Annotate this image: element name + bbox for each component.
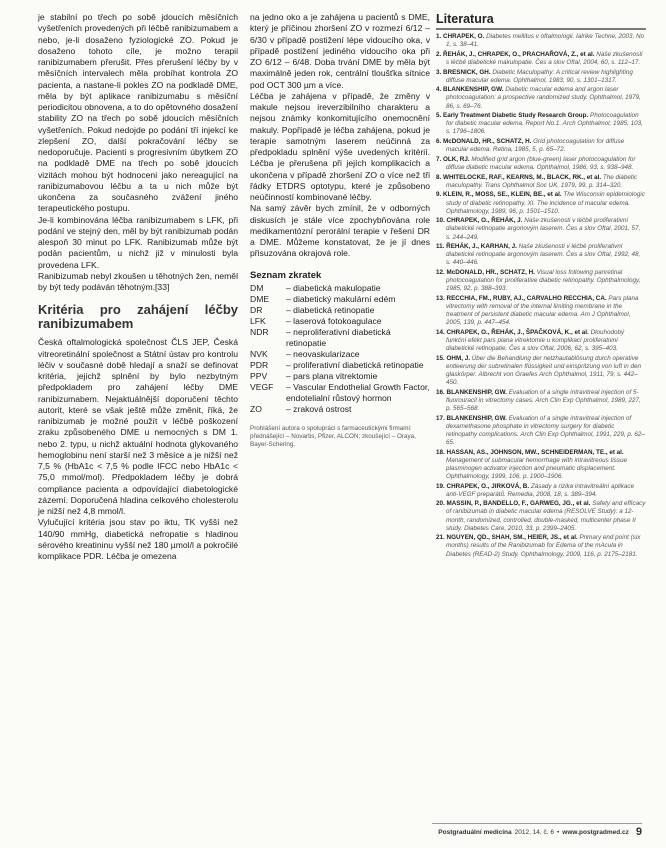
reference-number: 9. <box>436 191 442 199</box>
reference-authors: OLK, RJ. <box>443 155 470 163</box>
reference-number: 5. <box>436 112 442 120</box>
reference-item <box>436 51 646 67</box>
reference-authors: MASSIN, P., BANDELLO, F., GARWEG, JG., et al. <box>446 500 591 508</box>
reference-number: 15. <box>436 354 445 362</box>
reference-item <box>436 355 646 387</box>
reference-number: 20. <box>436 500 445 508</box>
reference-authors: HASSAN, AS., JOHNSON, MW., SCHNEIDERMAN, TE., et al. <box>446 448 624 456</box>
abbreviation-row <box>250 404 430 415</box>
abbreviation-row <box>250 316 430 327</box>
reference-list <box>436 33 646 559</box>
abbreviation-key: ZO <box>250 403 262 414</box>
reference-number: 3. <box>436 68 442 76</box>
reference-number: 21. <box>436 534 445 542</box>
abbreviation-definition: – laserová fotokoagulace <box>286 315 382 326</box>
abbreviation-key: PPV <box>250 370 268 381</box>
reference-title: Pars plana vitrectomy with removal of the internal limiting membrane in the treatment of persistent diabetic macular edema. Am J Ophthalmol, 2005, 139, p. 447–454. <box>446 294 639 327</box>
abbreviation-row <box>250 371 430 382</box>
abbreviations-heading: Seznam zkratek <box>250 269 322 281</box>
reference-authors: CHRAPEK, O., ŘEHÁK, J., ŠPAČKOVÁ, K., et al. <box>446 328 589 336</box>
paragraph: Léčba je zahájena v případě, že změny v makule nejsou ireverzibilního charakteru a nejsou známky konkomitujícího onemocnění makuly. Popřípadě je léčba zahájena, pokud je terapie samotným laserem neúčinná za předpokladu splnění výše uvedených kritérií. Léčba je přerušena při jejích komplikacích a ukončena v případě zhoršení ZO o více než tři řádky ETDRS optotypu, které je způsobeno neúčinností kombinované léčby. <box>250 90 430 202</box>
paragraph: na jedno oko a je zahájena u pacientů s DME, který je příčinou zhoršení ZO v rozmezí 6/12 – 6/30 v případě postižení lépe vidoucího oka, v případě postižení jediného vidoucího oka při ZO 6/12 – 6/48. Doba trvání DME by měla být maximálně jeden rok, centrální tloušťka sítnice pod OCT 300 µm a více. <box>250 12 430 90</box>
reference-title: Visual loss following panretinal photocoagulation for proliferative diabetic retinopathy. Ophthalmology, 1985, 92, p. 388–393. <box>446 269 641 293</box>
reference-number: 14. <box>436 328 445 336</box>
reference-number: 4. <box>436 86 442 94</box>
reference-title: Photocoagulation for diabetic macular edema. Report No.1. Arch Ophthalmol, 1985, 103, s. 1796–1806. <box>446 112 643 136</box>
reference-title: Safety and efficacy of ranibizumab in diabetic macular edema (RESOLVE Study): a 12-month, randomized, controlled, double-masked, multicenter phase II study. Diabetes Care, 2010, 33, p. 2399–2405. <box>446 500 646 532</box>
reference-authors: Early Treatment Diabetic Study Research Group. <box>443 112 589 120</box>
reference-number: 16. <box>436 388 445 396</box>
reference-authors: CHRAPEK, O., JIRKOVÁ, B. <box>446 482 530 490</box>
section-heading: Kritéria pro zahájení léčby ranibizumabem <box>38 302 238 332</box>
reference-title: The diabetic maculopathy. Trans Ophthalmol Soc UK, 1979, 99, p. 314–320. <box>446 173 638 189</box>
criteria-text <box>38 337 238 562</box>
abbreviation-definition: – diabetický makulární edém <box>286 293 396 304</box>
reference-number: 7. <box>436 155 442 163</box>
paragraph: je stabilní po třech po sobě jdoucích měsíčních vyšetřeních provedených při léčbě ranibizumabem a nebo, je-li dosaženo fyziologické ZO. Pokud je dosaženo tohoto cíle, je možno terapii ranibizumabem přerušit. Přes přerušení léčby by v měsíčních intervalech měla probíhat kontrola ZO pacienta, a nastane-li pokles ZO na podkladě DME, měla by být aplikace ranibizumabu s měsíční periodicitou obnovena, a to do opětovného dosažení stability ZO na třech po sobě jdoucích měsíčních vyšetřeních. Pokud nedojde po podání tří injekcí ke zlepšení ZO, další pokračování léčby se nedoporučuje. Pacienti s progresivním úbytkem ZO na podkladě DME na třech po sobě jdoucích vizitách mohou být hodnoceni jako nereagující na ranibizumabovou léčbu a ta u nich může být ukončena za současného zvážení jiného terapeutického postupu. <box>38 12 238 214</box>
paragraph: Ranibizumab nebyl zkoušen u těhotných žen, neměl by být tedy podáván těhotným.[33] <box>38 270 238 292</box>
separator: • <box>557 828 560 836</box>
col2-text <box>250 12 430 260</box>
abbreviation-key: NVK <box>250 348 268 359</box>
paragraph: Česká oftalmologická společnost ČLS JEP, Česká vitreoretinální společnost a Státní ústav pro kontrolu léčiv v současné době hledají a snaží se definovat kritéria, jejichž splnění by bylo nezbytným předpokladem pro zahájení léčby DME ranibizumabem. Nejaktuálnější doporučení těchto autorit, které se však ještě může změnit, říká, že ranibizumab je možné použít v léčbě poškození zraku způsobeného DME u nemocných s DM 1. nebo 2. typu, u nichž aktuální hodnota glykovaného hemoglobinu není starší než 3 měsíce a je nižší než 7,5 % (HbA1c < 7,5 % podle IFCC nebo HbA1c < 75,0 mmol/mol). Předpokladem léčby je dobrá compliance pacienta a odpovídající diabetologické zázemí. Doporučená hladina celkového cholesterolu je nižší než 4,8 mmol/l. <box>38 337 238 516</box>
abbreviation-row <box>250 283 430 294</box>
reference-title: Evaluation of a single intravitreal injection of dexamethasone phosphate in vitrectomy surgery for diabetic retinopathy complications. Arch Clin Exp Ophthalmol, 1991, 229, p. 62–65. <box>446 414 645 446</box>
abbreviation-definition: – diabetická makulopatie <box>286 282 381 293</box>
reference-authors: BLANKENSHIP, GW. <box>443 86 504 94</box>
reference-title: Modified grid argon (blue-green) laser photocoagulation for diffuse diabetic macular edema. Ophthalmol, 1986, 93, s. 938–948. <box>446 155 636 171</box>
journal-name: Postgraduální medicína <box>438 828 512 836</box>
reference-item <box>436 415 646 447</box>
abbreviation-row <box>250 327 430 349</box>
reference-title: Primary end point (six months) results of the Ranibizumab for Edema of the mAcula in Diabetes (READ-2) Study. Ophthalmology, 2009, 116, p. 2175–2181. <box>446 534 641 558</box>
abbreviation-row <box>250 382 430 404</box>
reference-title: Management of submacular hemorrhage with intravitreous tissue plasminogen activator injection and pneumatic displacement. Ophthalmology, 1999, 106, p. 1900–1906. <box>446 456 627 480</box>
reference-authors: BRESNICK, GH. <box>443 68 491 76</box>
reference-item <box>436 33 646 49</box>
abbreviation-definition: – diabetická retinopatie <box>286 304 375 315</box>
reference-authors: NGUYEN, QD., SHAH, SM., HEIER, JS., et al. <box>446 534 578 542</box>
reference-number: 8. <box>436 173 442 181</box>
reference-authors: OHM, J. <box>446 354 470 362</box>
reference-authors: ŘEHÁK, J., CHRAPEK, O., PRACHAŘOVÁ, Z., et al. <box>443 50 595 58</box>
reference-number: 10. <box>436 217 445 225</box>
column-middle <box>250 12 430 449</box>
literature-heading: Literatura <box>436 12 646 30</box>
page-footer <box>438 826 642 838</box>
abbreviation-key: PDR <box>250 359 269 370</box>
reference-authors: ŘEHÁK, J., KARHAN, J. <box>446 243 517 251</box>
reference-number: 13. <box>436 294 445 302</box>
abbreviation-definition: – pars plana vitrektomie <box>286 370 378 381</box>
reference-item <box>436 295 646 327</box>
reference-item <box>436 86 646 110</box>
reference-item <box>436 449 646 481</box>
reference-item <box>436 500 646 532</box>
reference-authors: RECCHIA, FM., RUBY, AJ., CARVALHO RECCHIA, CA. <box>446 294 607 302</box>
paragraph: Vylučující kritéria jsou stav po iktu, TK vyšší než 140/90 mmHg, diabetická nefropatie s hladinou sérového kreatininu vyšší než 180 µmol/l a pokročilé komplikace PDR. Léčba je omezena <box>38 517 238 561</box>
reference-title: The Wisconsin epidemiologic study of diabetic retinopathy. XI. The incidence of macular edema. Ophthalmology, 1989, 96, p. 1501–1510. <box>446 191 645 215</box>
reference-number: 6. <box>436 138 442 146</box>
reference-item <box>436 483 646 499</box>
abbreviation-definition: – Vascular Endothelial Growth Factor, endotelialní růstový hormon <box>286 381 430 403</box>
column-left <box>38 12 238 562</box>
reference-item <box>436 389 646 413</box>
reference-item <box>436 174 646 190</box>
abbreviation-key: DME <box>250 293 270 304</box>
footer-rule <box>432 823 642 824</box>
paragraph: Na samý závěr bych zmínil, že v odborných diskusích je stále více zpochybňována role medikamentózní perorální terapie v řešení DR a DME. Můžeme konstatovat, že je jí dnes přisuzována okrajová role. <box>250 203 430 259</box>
paragraph: Je-li kombinována léčba ranibizumabem s LFK, při podání ve stejný den, měl by být ranibizumab podán alespoň 30 minut po LFK. Ranibizumab může být podán pacientům, u nichž již v minulosti byla provedena LFK. <box>38 214 238 270</box>
reference-authors: CHRAPEK, O., ŘEHÁK, J. <box>446 217 523 225</box>
reference-item <box>436 243 646 267</box>
reference-number: 11. <box>436 243 445 251</box>
reference-title: Dlouhodobý funkční efekt pars plana vitrektomie u komplikací proliferativní diabetické retinopatie. Čes a slov Oftal, 2006, 62, s. 395–403. <box>446 328 625 353</box>
reference-title: Grid photocoagulation for diffuse macular edema. Retina, 1985, 5, p. 65–72. <box>446 138 625 154</box>
reference-number: 19. <box>436 482 445 490</box>
journal-url[interactable]: www.postgradmed.cz <box>562 828 629 836</box>
reference-authors: BLANKENSHIP, GW. <box>446 414 507 422</box>
reference-authors: CHRAPEK, O. <box>443 33 485 40</box>
reference-number: 12. <box>436 269 445 277</box>
reference-authors: WHITELOCKE, RAF., KEARNS, M., BLACK, RK., et al. <box>443 173 602 181</box>
reference-number: 17. <box>436 414 445 422</box>
reference-title: Über die Behandlung der netzhautablösung durch operative entleerung der subretinalen flüssigkeit und einspritzung von luft in den glaskörper. Albrecht von Graefes Arch Ophthalmol, 1911, 79, s. 442–450. <box>446 354 641 387</box>
reference-title: Evaluation of a single intravitreal injection of 5-fluorouracil in vitrectomy cases. Arch Clin Exp Ophthalmol, 1989, 227, p. 565–568. <box>446 388 641 412</box>
reference-item <box>436 269 646 293</box>
abbreviation-definition: – neproliferativní diabetická retinopatie <box>286 326 391 348</box>
reference-authors: McDONALD, HR., SCHATZ, H. <box>446 269 535 277</box>
reference-item <box>436 138 646 154</box>
reference-number: 1. <box>436 33 442 40</box>
conflict-note: Prohlášení autora o spolupráci s farmaceutickými firmami: přednášející – Novartis, Pfizer, ALCON; zkoušející – Oraya, Bayer-Schering. <box>250 424 416 448</box>
reference-title: Naše zkušenosti v léčbě proliferativní diabetické retinopatie argonovým laserem. Čes a slov Oftal, 2001, 57, s. 244–249. <box>446 217 641 241</box>
reference-authors: McDONALD, HR., SCHATZ, H. <box>443 138 532 146</box>
abbreviation-row <box>250 360 430 371</box>
abbreviation-row <box>250 305 430 316</box>
reference-item <box>436 191 646 215</box>
abbreviation-definition: – zraková ostrost <box>286 403 352 414</box>
reference-title: Diabetic Maculopathy: A critical review highlighting diffuse macular edema. Ophthalmol, 1983, 90, s. 1301–1317. <box>446 68 633 84</box>
abbreviation-key: NDR <box>250 326 269 337</box>
abbreviation-key: DR <box>250 304 263 315</box>
abbreviation-list <box>250 283 430 415</box>
reference-title: Naše zkušenosti s léčbě diabetické makulopatie. Čes a slov Oftal, 2004, 60, s. 112–17. <box>446 50 643 66</box>
col1-text <box>38 12 238 293</box>
reference-authors: KLEIN, R., MOSS, SE., KLEIN, BE., et al. <box>443 191 562 199</box>
reference-title: Diabetic macular edema and argon laser photocoagulation: a prospective randomized study. Ophthalmol, 1979, 86, s. 69–76. <box>446 86 641 110</box>
reference-item <box>436 69 646 85</box>
abbreviation-key: VEGF <box>250 381 274 392</box>
abbreviation-definition: – proliferativní diabetická retinopatie <box>286 359 424 370</box>
reference-item <box>436 112 646 136</box>
reference-item <box>436 329 646 353</box>
column-right <box>436 12 646 560</box>
abbreviation-row <box>250 294 430 305</box>
reference-item <box>436 534 646 558</box>
reference-number: 18. <box>436 448 445 456</box>
reference-authors: BLANKENSHIP, GW. <box>446 388 507 396</box>
abbreviation-key: LFK <box>250 315 266 326</box>
reference-item <box>436 156 646 172</box>
page-number: 9 <box>635 826 642 838</box>
reference-title: Naše zkušenosti v léčbě proliferativní diabetické retinopatie argonovým laserem. Čes a slov Oftal, 1992, 48, s. 440–446. <box>446 243 641 267</box>
abbreviation-row <box>250 349 430 360</box>
issue-info: 2012, 14, č. 6 <box>514 828 555 836</box>
reference-title: Zásady a rizika intravitreální aplikace anti-VEGF preparátů. Remedia, 2008, 18, s. 389–394. <box>446 482 635 498</box>
reference-title: Diabetes mellitus v oftalmologii. Ialrike Techne, 2003, No 1, s. 38–41. <box>446 33 645 49</box>
abbreviation-key: DM <box>250 282 264 293</box>
reference-item <box>436 217 646 241</box>
abbreviation-definition: – neovaskularizace <box>286 348 360 359</box>
reference-number: 2. <box>436 50 442 58</box>
